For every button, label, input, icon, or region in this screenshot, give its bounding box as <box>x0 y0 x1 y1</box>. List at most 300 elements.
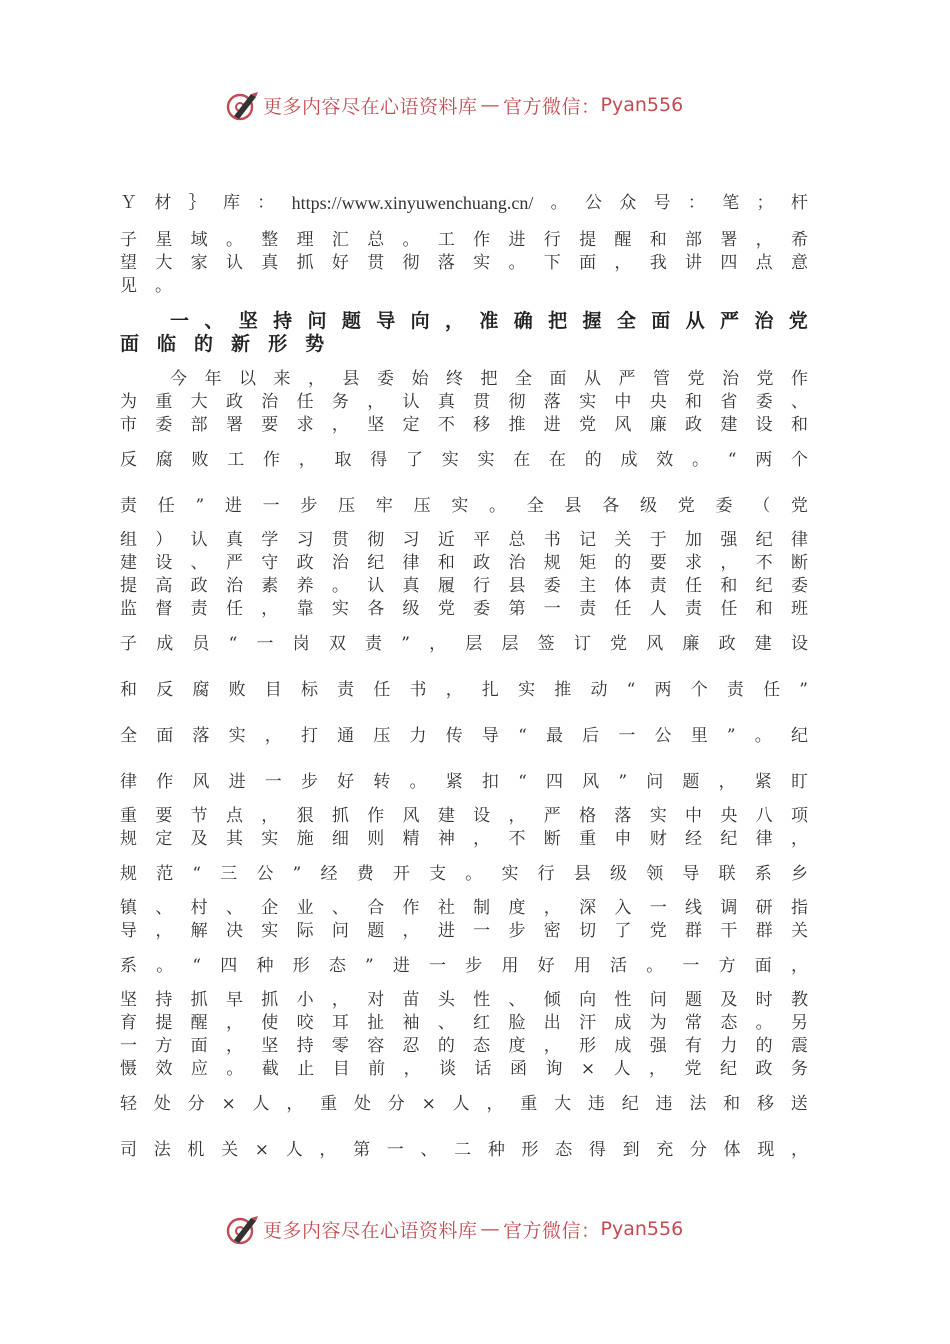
text-glyph: 实 <box>649 806 667 826</box>
text-glyph: 实 <box>518 680 536 700</box>
text-glyph: 函 <box>509 1059 527 1079</box>
text-line <box>120 943 808 989</box>
text-glyph: 标 <box>300 680 318 700</box>
text-glyph: 不 <box>755 553 773 573</box>
text-glyph: 的 <box>584 450 602 470</box>
text-glyph: 纪 <box>720 829 738 849</box>
text-glyph: 进 <box>224 496 242 516</box>
text-glyph: 精 <box>402 829 420 849</box>
text-glyph: 面 <box>651 310 671 332</box>
text-glyph: 坚 <box>120 990 137 1010</box>
text-glyph: 态 <box>328 956 346 976</box>
text-glyph: 全 <box>515 369 532 389</box>
text-glyph: 机 <box>187 1140 205 1160</box>
text-glyph: 纪 <box>367 553 385 573</box>
text-glyph: 各 <box>602 496 620 516</box>
text-glyph: 行 <box>537 864 555 884</box>
text-glyph: “ <box>192 864 202 884</box>
text-line <box>120 989 808 1012</box>
text-glyph: 重 <box>120 806 137 826</box>
text-glyph: 律 <box>402 553 420 573</box>
text-glyph: ， <box>261 806 279 826</box>
text-glyph: 后 <box>582 726 600 746</box>
text-glyph: 风 <box>582 772 600 792</box>
text-glyph: 要 <box>649 553 667 573</box>
text-glyph: 向 <box>579 990 597 1010</box>
text-glyph: 市 <box>120 415 137 435</box>
text-glyph: ； <box>756 193 774 213</box>
text-glyph: 严 <box>543 806 561 826</box>
text-glyph: 成 <box>156 634 174 654</box>
text-glyph: 扣 <box>481 772 499 792</box>
text-line <box>120 713 808 759</box>
text-glyph: 、 <box>420 1140 438 1160</box>
text-glyph: 层 <box>501 634 519 654</box>
text-glyph: “ <box>727 450 737 470</box>
text-glyph: 的 <box>194 333 214 355</box>
text-glyph: 决 <box>225 921 243 941</box>
text-glyph: 红 <box>473 1013 491 1033</box>
text-glyph: 责 <box>365 634 383 654</box>
text-glyph: 从 <box>584 369 601 389</box>
text-glyph: 力 <box>720 1036 738 1056</box>
text-glyph: 应 <box>190 1059 208 1079</box>
text-glyph: 谈 <box>439 1059 457 1079</box>
text-glyph: 作 <box>402 898 420 918</box>
text-glyph: 和 <box>720 576 738 596</box>
text-glyph: 、 <box>190 553 208 573</box>
text-glyph: 脸 <box>508 1013 526 1033</box>
text-glyph: 两 <box>654 680 672 700</box>
text-glyph: 见 <box>120 276 137 296</box>
text-glyph: 书 <box>409 680 427 700</box>
text-glyph: 处 <box>153 1094 171 1114</box>
banner-wechat-label: 官方微信： <box>503 95 601 118</box>
text-glyph: 活 <box>610 956 628 976</box>
text-glyph: 题 <box>367 921 385 941</box>
text-glyph: 求 <box>296 415 314 435</box>
text-glyph: 分 <box>187 1094 205 1114</box>
text-glyph: ， <box>403 1059 421 1079</box>
text-glyph: 守 <box>261 553 279 573</box>
text-glyph: 充 <box>656 1140 674 1160</box>
text-glyph: 治 <box>261 392 279 412</box>
banner-text: 更多内容尽在心语资料库 <box>263 95 478 118</box>
text-glyph: 治 <box>722 369 739 389</box>
text-glyph: 人 <box>452 1094 470 1114</box>
text-glyph: 公 <box>654 726 672 746</box>
text-glyph: 任 <box>225 599 243 619</box>
text-glyph: 得 <box>588 1140 606 1160</box>
text-glyph: 乡 <box>790 864 808 884</box>
text-glyph: 群 <box>685 921 702 941</box>
text-glyph: 进 <box>437 921 455 941</box>
text-glyph: 始 <box>411 369 429 389</box>
text-glyph: 送 <box>790 1094 808 1114</box>
text-glyph: 治 <box>754 310 774 332</box>
text-glyph: 深 <box>579 898 597 918</box>
text-glyph: 政 <box>296 553 314 573</box>
text-glyph: 形 <box>521 1140 539 1160</box>
text-glyph: 。 <box>156 956 174 976</box>
text-glyph: ， <box>319 1140 337 1160</box>
text-glyph: 步 <box>300 772 318 792</box>
text-glyph: 实 <box>441 450 459 470</box>
text-glyph: 县 <box>573 864 591 884</box>
text-glyph: 在 <box>513 450 531 470</box>
text-glyph: 。 <box>155 276 172 296</box>
text-glyph: 高 <box>155 576 173 596</box>
text-glyph: ， <box>649 1059 667 1079</box>
text-glyph: 纪 <box>719 1059 737 1079</box>
text-glyph: 移 <box>473 415 491 435</box>
text-glyph: 咬 <box>296 1013 314 1033</box>
text-glyph: 镇 <box>120 898 137 918</box>
text-glyph: 取 <box>334 450 352 470</box>
text-glyph: 党 <box>649 921 667 941</box>
text-line <box>120 310 808 333</box>
text-glyph: ， <box>614 253 632 273</box>
text-glyph: 三 <box>220 864 238 884</box>
text-glyph: 一 <box>649 898 667 918</box>
text-glyph: 抓 <box>296 253 314 273</box>
text-glyph: 任 <box>157 496 175 516</box>
text-glyph: 四 <box>720 253 738 273</box>
text-glyph: 效 <box>155 1059 173 1079</box>
text-glyph: 一 <box>120 1036 137 1056</box>
text-glyph: ， <box>473 829 491 849</box>
text-glyph: 治 <box>508 553 526 573</box>
text-glyph: 规 <box>543 553 561 573</box>
text-glyph: 忍 <box>402 1036 420 1056</box>
text-glyph: 党 <box>684 1059 702 1079</box>
text-glyph: 实 <box>477 450 495 470</box>
text-glyph: 制 <box>473 898 491 918</box>
text-glyph: 题 <box>341 310 361 332</box>
text-line <box>120 828 808 851</box>
text-glyph: 密 <box>543 921 561 941</box>
text-glyph: 解 <box>190 921 208 941</box>
text-glyph: 使 <box>261 1013 279 1033</box>
text-glyph: 提 <box>120 576 137 596</box>
text-glyph: ” <box>726 726 736 746</box>
text-glyph: ， <box>261 599 279 619</box>
text-glyph: 。 <box>550 193 568 213</box>
text-glyph: 建 <box>754 634 772 654</box>
text-glyph: 管 <box>653 369 670 389</box>
text-glyph: 县 <box>342 369 360 389</box>
text-glyph: 格 <box>579 806 597 826</box>
text-glyph: 导 <box>481 726 499 746</box>
text-glyph: 记 <box>579 530 597 550</box>
text-glyph: 苗 <box>402 990 420 1010</box>
text-glyph: ， <box>755 230 773 250</box>
text-glyph: 成 <box>614 1013 632 1033</box>
text-glyph: 央 <box>649 392 667 412</box>
text-glyph: 得 <box>370 450 388 470</box>
text-glyph: ， <box>508 806 526 826</box>
text-glyph: 我 <box>649 253 667 273</box>
text-glyph: × <box>421 1094 436 1114</box>
text-glyph: 订 <box>573 634 591 654</box>
text-glyph: 性 <box>614 990 632 1010</box>
text-glyph: 通 <box>337 726 355 746</box>
text-line <box>120 252 808 275</box>
text-glyph: 岗 <box>292 634 310 654</box>
text-line <box>120 1081 808 1127</box>
text-glyph: 一 <box>682 956 700 976</box>
text-glyph: 步 <box>465 956 483 976</box>
text-glyph: 抓 <box>331 806 349 826</box>
text-glyph: 建 <box>720 415 738 435</box>
text-glyph: 点 <box>755 253 773 273</box>
text-line <box>120 575 808 598</box>
text-glyph: 务 <box>331 392 349 412</box>
text-glyph: 法 <box>689 1094 707 1114</box>
banner-wechat-label: 官方微信： <box>503 1219 601 1242</box>
text-glyph: 习 <box>402 530 420 550</box>
text-glyph: 班 <box>790 599 808 619</box>
text-glyph: 学 <box>261 530 279 550</box>
text-glyph: ， <box>298 450 316 470</box>
text-glyph: 级 <box>402 599 420 619</box>
text-line <box>120 851 808 897</box>
text-glyph: ” <box>618 772 628 792</box>
text-glyph: 今 <box>170 369 187 389</box>
text-glyph: 认 <box>367 576 385 596</box>
text-glyph: ， <box>155 921 173 941</box>
text-glyph: 四 <box>220 956 238 976</box>
text-glyph: 经 <box>685 829 702 849</box>
text-glyph: 态 <box>720 1013 738 1033</box>
text-glyph: 人 <box>252 1094 270 1114</box>
text-glyph: 关 <box>790 921 808 941</box>
text-glyph: 望 <box>120 253 137 273</box>
text-line <box>120 667 808 713</box>
text-glyph: 责 <box>579 599 597 619</box>
text-glyph: 库 <box>222 193 240 213</box>
text-glyph: 。 <box>331 576 349 596</box>
text-glyph: 中 <box>685 806 702 826</box>
text-glyph: 和 <box>755 599 773 619</box>
text-glyph: 断 <box>543 829 561 849</box>
text-glyph: 态 <box>555 1140 573 1160</box>
text-glyph: 责 <box>190 599 208 619</box>
text-glyph: 人 <box>649 599 667 619</box>
text-glyph: ， <box>445 310 465 332</box>
text-glyph: 公 <box>256 864 274 884</box>
text-glyph: 务 <box>790 1059 808 1079</box>
text-glyph: 强 <box>649 1036 667 1056</box>
text-glyph: 经 <box>320 864 338 884</box>
text-glyph: 强 <box>720 530 738 550</box>
text-glyph: ” <box>195 496 205 516</box>
text-glyph: 不 <box>508 829 526 849</box>
text-glyph: 纪 <box>621 1094 639 1114</box>
text-line <box>120 368 808 391</box>
text-glyph: 干 <box>720 921 738 941</box>
text-glyph: 彻 <box>402 253 420 273</box>
text-line <box>120 529 808 552</box>
text-glyph: 前 <box>368 1059 386 1079</box>
text-glyph: 面 <box>549 369 567 389</box>
text-glyph: 用 <box>501 956 519 976</box>
text-glyph: 重 <box>520 1094 538 1114</box>
text-glyph: 政 <box>718 634 736 654</box>
text-glyph: 形 <box>268 333 288 355</box>
text-glyph: 开 <box>392 864 410 884</box>
text-glyph: 紧 <box>445 772 463 792</box>
text-glyph: 狠 <box>296 806 314 826</box>
text-glyph: 级 <box>610 864 628 884</box>
text-glyph: 和 <box>790 415 808 435</box>
text-glyph: 种 <box>256 956 274 976</box>
text-glyph: 员 <box>192 634 210 654</box>
banner-wechat-id: Pyan556 <box>600 1218 684 1240</box>
text-glyph: 和 <box>723 1094 741 1114</box>
text-glyph: 层 <box>465 634 483 654</box>
text-glyph: 推 <box>508 415 526 435</box>
text-glyph: 时 <box>755 990 773 1010</box>
text-glyph: 力 <box>409 726 427 746</box>
text-glyph: 人 <box>613 1059 631 1079</box>
text-glyph: ， <box>286 1094 304 1114</box>
text-glyph: 种 <box>487 1140 505 1160</box>
text-glyph: 扎 <box>481 680 499 700</box>
text-glyph: 到 <box>622 1140 640 1160</box>
text-line <box>120 552 808 575</box>
text-glyph: 任 <box>685 576 702 596</box>
text-glyph: 社 <box>437 898 455 918</box>
text-glyph: 和 <box>120 680 137 700</box>
text-glyph: 势 <box>305 333 325 355</box>
text-glyph: 监 <box>120 599 137 619</box>
text-glyph: 形 <box>292 956 310 976</box>
text-glyph: 点 <box>225 806 243 826</box>
text-glyph: 八 <box>755 806 773 826</box>
text-glyph: 近 <box>437 530 455 550</box>
text-glyph: 署 <box>225 415 243 435</box>
text-glyph: 要 <box>155 806 173 826</box>
text-glyph: 全 <box>616 310 636 332</box>
text-glyph: 。 <box>692 450 709 470</box>
text-glyph: 定 <box>402 415 420 435</box>
text-glyph: 研 <box>755 898 773 918</box>
text-glyph: 导 <box>376 310 396 332</box>
text-glyph: “ <box>228 634 238 654</box>
text-glyph: 加 <box>685 530 702 550</box>
text-glyph: ， <box>791 1140 808 1160</box>
text-glyph: 设 <box>473 806 491 826</box>
text-glyph: 党 <box>437 599 455 619</box>
text-glyph: 全 <box>526 496 544 516</box>
text-glyph: 设 <box>155 553 173 573</box>
text-glyph: 反 <box>156 680 174 700</box>
text-glyph: 委 <box>715 496 733 516</box>
text-glyph: 落 <box>614 806 632 826</box>
text-glyph: 第 <box>353 1140 371 1160</box>
text-glyph: 工 <box>437 230 455 250</box>
text-glyph: 治 <box>331 553 349 573</box>
text-glyph: 署 <box>720 230 738 250</box>
text-glyph: ， <box>429 634 447 654</box>
text-glyph: 平 <box>473 530 491 550</box>
text-glyph: ， <box>331 990 349 1010</box>
text-glyph: 大 <box>554 1094 572 1114</box>
text-glyph: 慑 <box>120 1059 137 1079</box>
text-glyph: 省 <box>720 392 738 412</box>
text-glyph: （ <box>753 496 771 516</box>
text-glyph: 面 <box>579 253 597 273</box>
text-glyph: 县 <box>508 576 526 596</box>
text-glyph: 全 <box>120 726 137 746</box>
footer-banner <box>225 1210 725 1248</box>
text-glyph: 节 <box>190 806 208 826</box>
text-glyph: 费 <box>356 864 374 884</box>
text-glyph: 各 <box>367 599 385 619</box>
text-glyph: 施 <box>296 829 314 849</box>
text-line <box>120 759 808 805</box>
text-glyph: ， <box>331 415 349 435</box>
text-glyph: 设 <box>790 634 808 654</box>
text-glyph: 好 <box>337 772 355 792</box>
text-glyph: 分 <box>387 1094 405 1114</box>
text-glyph: 任 <box>614 599 632 619</box>
text-glyph: 系 <box>754 864 772 884</box>
text-glyph: 推 <box>554 680 572 700</box>
text-glyph: ， <box>402 921 420 941</box>
text-glyph: 紧 <box>754 772 772 792</box>
text-glyph: 另 <box>790 1013 808 1033</box>
text-glyph: 落 <box>192 726 210 746</box>
text-glyph: 和 <box>685 392 702 412</box>
text-glyph: 作 <box>156 772 174 792</box>
text-glyph: ： <box>687 193 705 213</box>
text-glyph: ” <box>799 680 808 700</box>
text-glyph: 落 <box>543 392 561 412</box>
text-glyph: 主 <box>579 576 597 596</box>
text-glyph: 反 <box>120 450 137 470</box>
text-glyph: 家 <box>190 253 208 273</box>
text-glyph: 了 <box>614 921 632 941</box>
text-glyph: 轻 <box>120 1094 137 1114</box>
text-glyph: 一 <box>262 496 280 516</box>
text-glyph: 合 <box>367 898 385 918</box>
text-glyph: 。 <box>402 230 420 250</box>
text-glyph: 责 <box>337 680 355 700</box>
text-glyph: 委 <box>377 369 394 389</box>
text-glyph: 来 <box>273 369 291 389</box>
text-glyph: 杆 <box>790 193 808 213</box>
text-glyph: 履 <box>437 576 455 596</box>
text-glyph: 现 <box>757 1140 775 1160</box>
text-glyph: ， <box>790 829 808 849</box>
text-glyph: 政 <box>190 576 208 596</box>
text-glyph: 项 <box>790 806 808 826</box>
text-glyph: 行 <box>543 230 561 250</box>
text-glyph: 抓 <box>261 990 279 1010</box>
text-glyph: 号 <box>653 193 671 213</box>
text-glyph: 及 <box>190 829 208 849</box>
text-glyph: 醒 <box>190 1013 208 1033</box>
text-glyph: × <box>221 1094 236 1114</box>
text-glyph: 认 <box>402 392 420 412</box>
text-glyph: 腐 <box>192 680 210 700</box>
text-glyph: 实 <box>501 864 519 884</box>
text-glyph: 切 <box>579 921 597 941</box>
text-glyph: ， <box>264 726 282 746</box>
text-glyph: 财 <box>649 829 667 849</box>
